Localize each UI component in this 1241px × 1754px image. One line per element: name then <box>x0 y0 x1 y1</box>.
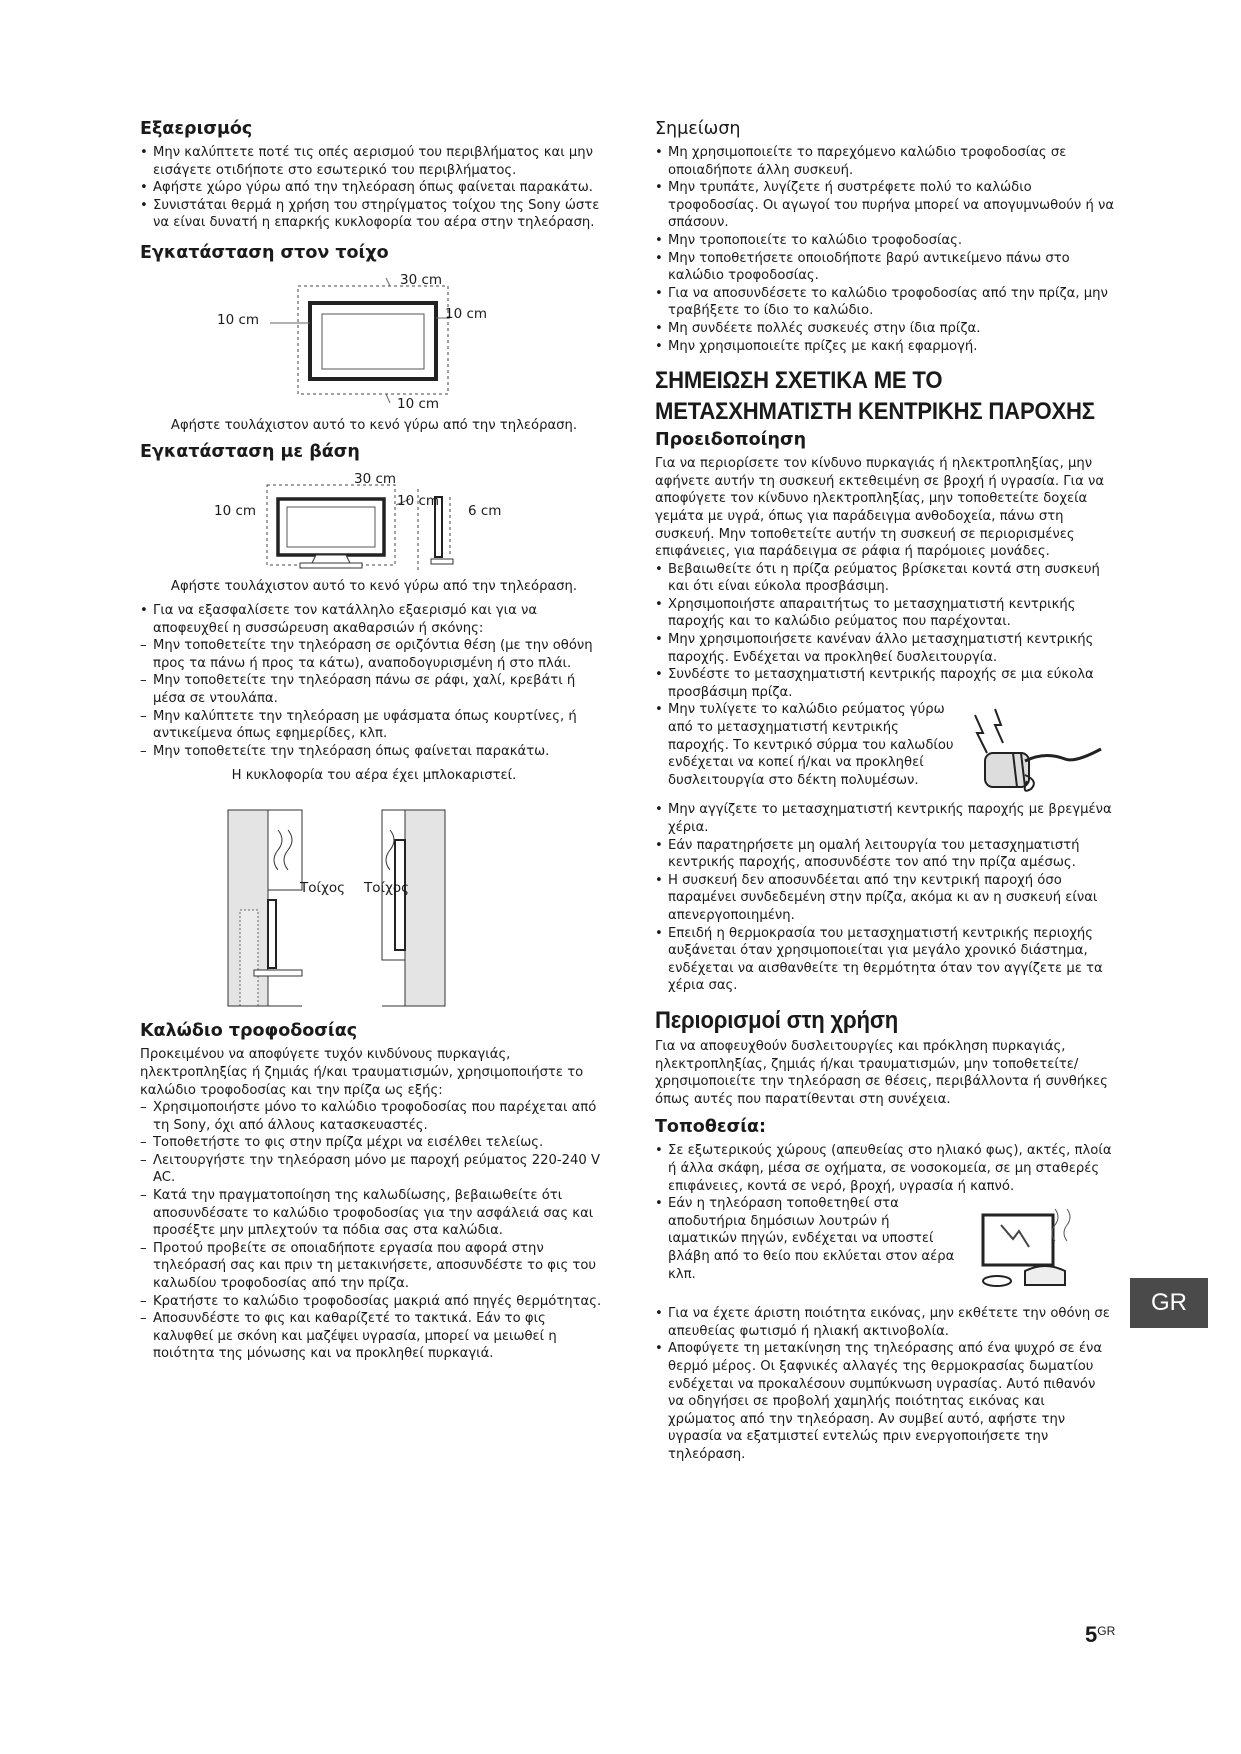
wrap-cord-row <box>655 701 1115 801</box>
list-item: – Μην τοποθετείτε την τηλεόραση σε οριζόντια θέση (με την οθόνη προς τα πάνω ή προς τα κάτω), αναποδογυρισμένη ή στο πλάι. <box>140 637 608 672</box>
power-cord-section <box>140 1020 608 1363</box>
list-item: • Η συσκευή δεν αποσυνδέεται από την κεντρική παροχή όσο παραμένει συνδεδεμένη στην πρίζα, ακόμα κι αν η συσκευή είναι απενεργοποιημένη. <box>655 872 1115 925</box>
list-item: • Μην καλύπτετε ποτέ τις οπές αερισμού του περιβλήματος και μην εισάγετε οτιδήποτε στο εσωτερικό του περιβλήματος. <box>140 144 608 179</box>
list-item: • Μη συνδέετε πολλές συσκευές στην ίδια πρίζα. <box>655 320 1115 338</box>
stand-clearance-diagram <box>140 467 608 577</box>
restrictions-title: Περιορισμοί στη χρήση <box>655 1006 899 1034</box>
list-item: • Επειδή η θερμοκρασία του μετασχηματιστή κεντρικής περιοχής αυξάνεται όταν χρησιμοποιείται για μεγάλο χρονικό διάστημα, ενδέχεται να αισθανθείτε τη θερμότητα όταν τον αγγίζετε με τα χέρια σας. <box>655 925 1115 995</box>
wrapped-adapter-icon <box>955 701 1105 801</box>
list-item: • Μην τρυπάτε, λυγίζετε ή συστρέφετε πολύ το καλώδιο τροφοδοσίας. Οι αγωγοί του πυρήνα μπορεί να απογυμνωθούν ή να σπάσουν. <box>655 179 1115 232</box>
list-item: • Μην χρησιμοποιείτε πρίζες με κακή εφαρμογή. <box>655 338 1115 356</box>
list-item: • Μη χρησιμοποιείτε το παρεχόμενο καλώδιο τροφοδοσίας σε οποιαδήποτε άλλη συσκευή. <box>655 144 1115 179</box>
power-cord-intro: Προκειμένου να αποφύγετε τυχόν κινδύνους πυρκαγιάς, ηλεκτροπληξίας ή ζημιάς ή/και τραυματισμών, χρησιμοποιήστε το καλώδιο τροφοδοσίας και την πρίζα ως εξής: <box>140 1047 584 1098</box>
list-item: – Μην τοποθετείτε την τηλεόραση όπως φαίνεται παρακάτω. <box>140 743 608 761</box>
list-item: • Αφήστε χώρο γύρω από την τηλεόραση όπως φαίνεται παρακάτω. <box>140 179 608 197</box>
list-item: • Μην τοποθετήσετε οποιοδήποτε βαρύ αντικείμενο πάνω στο καλώδιο τροφοδοσίας. <box>655 250 1115 285</box>
list-item: • Μην τροποποιείτε το καλώδιο τροφοδοσίας. <box>655 232 1115 250</box>
list-item: – Μην καλύπτετε την τηλεόραση με υφάσματα όπως κουρτίνες, ή αντικείμενα όπως εφημερίδες, κλπ. <box>140 708 608 743</box>
stand-install-title: Εγκατάσταση με βάση <box>140 441 360 462</box>
warning-title: Προειδοποίηση <box>655 430 807 451</box>
stand-right-label: 10 cm <box>397 492 440 509</box>
list-item: – Τοποθετήστε το φις στην πρίζα μέχρι να εισέλθει τελείως. <box>140 1134 608 1152</box>
wall-bottom-label: 10 cm <box>397 395 440 412</box>
right-column <box>655 118 1115 1473</box>
list-item: – Αποσυνδέστε το φις και καθαρίζετέ το τακτικά. Εάν το φις καλυφθεί με σκόνη και μαζέψει υγρασία, μπορεί να μειωθεί η ποιότητα της μόνωσης και να προκληθεί πυρκαγιά. <box>140 1310 608 1363</box>
list-item: • Χρησιμοποιήστε απαραιτήτως το μετασχηματιστή κεντρικής παροχής και το καλώδιο ρεύματος που παρέχονται. <box>655 596 1115 631</box>
ventilation-title: Εξαερισμός <box>140 119 253 139</box>
bath-row <box>655 1195 1115 1295</box>
tv-bath-icon <box>955 1195 1105 1295</box>
wall-label-1: Τοίχος <box>300 880 346 897</box>
wall-install-title: Εγκατάσταση στον τοίχο <box>140 242 389 263</box>
page-number <box>1085 1622 1115 1648</box>
airflow-caption: Η κυκλοφορία του αέρα έχει μπλοκαριστεί. <box>231 768 517 784</box>
stand-top-label: 30 cm <box>354 470 397 487</box>
list-item: • Μην χρησιμοποιήσετε κανέναν άλλο μετασχηματιστή κεντρικής παροχής. Ενδέχεται να προκληθεί δυσλειτουργία. <box>655 631 1115 666</box>
list-item: • Για να αποσυνδέσετε το καλώδιο τροφοδοσίας από την πρίζα, μην τραβήξετε το ίδιο το καλώδιο. <box>655 285 1115 320</box>
vent-instructions <box>140 602 608 760</box>
wall-clearance-illustration <box>140 268 608 416</box>
list-item: • Συνιστάται θερμά η χρήση του στηρίγματος τοίχου της Sony ώστε να είναι δυνατή η επαρκής κυκλοφορία του αέρα στην τηλεόραση. <box>140 197 608 232</box>
list-item: – Προτού προβείτε σε οποιαδήποτε εργασία που αφορά στην τηλεόρασή σας και πριν τη μετακινήσετε, αποσυνδέστε το φις του καλωδίου τροφοδοσίας από την πρίζα. <box>140 1240 608 1293</box>
list-item: • Βεβαιωθείτε ότι η πρίζα ρεύματος βρίσκεται κοντά στη συσκευή και ότι είναι εύκολα προσβάσιμη. <box>655 561 1115 596</box>
stand-install-section <box>140 441 608 594</box>
list-item: • Για να εξασφαλίσετε τον κατάλληλο εξαερισμό και για να αποφευχθεί η συσσώρευση ακαθαρσιών ή σκόνης: <box>140 602 608 637</box>
ventilation-section <box>140 118 608 232</box>
list-item: • Μην αγγίζετε το μετασχηματιστή κεντρικής παροχής με βρεγμένα χέρια. <box>655 801 1115 836</box>
airflow-diagram <box>140 768 608 1016</box>
stand-caption: Αφήστε τουλάχιστον αυτό το κενό γύρω από την τηλεόραση. <box>170 578 578 594</box>
list-item: – Κατά την πραγματοποίηση της καλωδίωσης, βεβαιωθείτε ότι αποσυνδέσατε το καλώδιο τροφοδοσίας για την ασφάλειά σας και προσέξτε μην μπλεχτούν τα πόδια σας στα καλώδια. <box>140 1187 608 1240</box>
list-item: – Λειτουργήστε την τηλεόραση μόνο με παροχή ρεύματος 220-240 V AC. <box>140 1152 608 1187</box>
adapter-section <box>655 365 1115 995</box>
stand-left-label: 10 cm <box>214 502 257 519</box>
warning-text: Για να περιορίσετε τον κίνδυνο πυρκαγιάς ή ηλεκτροπληξίας, μην αφήνετε αυτήν τη συσκευή εκτεθειμένη σε βροχή ή υγρασία. Για να αποφύγετε τον κίνδυνο ηλεκτροπληξίας, μην τοποθετείτε δοχεία γεμάτα με υγρά, όπως για παράδειγμα ανθοδοχεία, πάνω στη συσκευή. Μην τοποθετείτε αυτήν τη συσκευή σε περιορισμένες επιφάνειες, για παράδειγμα σε ράφια ή παρόμοιες μονάδες. <box>655 456 1105 560</box>
page-number-value: 5 <box>1085 1622 1098 1647</box>
list-item: – Χρησιμοποιήστε μόνο το καλώδιο τροφοδοσίας που παρέχεται από τη Sony, όχι από άλλους κατασκευαστές. <box>140 1099 608 1134</box>
restrictions-intro: Για να αποφευχθούν δυσλειτουργίες και πρόκληση πυρκαγιάς, ηλεκτροπληξίας, ζημιάς ή/και τραυματισμών, μην τοποθετείτε/χρησιμοποιείτε την τηλεόραση σε θέσεις, περιβάλλοντα ή συνθήκες όπως αυτές που παρατίθενται στη συνέχεια. <box>655 1038 1108 1107</box>
airflow-illustration <box>140 800 608 1014</box>
stand-side-label: 6 cm <box>468 502 502 519</box>
wall-label-2: Τοίχος <box>364 880 410 897</box>
wall-right-label: 10 cm <box>445 305 488 322</box>
page-number-suffix: GR <box>1097 1624 1116 1638</box>
list-item: • Αποφύγετε τη μετακίνηση της τηλεόρασης από ένα ψυχρό σε ένα θερμό μέρος. Οι ξαφνικές αλλαγές της θερμοκρασίας δωματίου ενδέχεται να προκαλέσουν συμπύκνωση υγρασίας. Αυτό πιθανόν να οδηγήσει σε προβολή χαμηλής ποιότητας εικόνας και χρώματος από την τηλεόραση. Αν συμβεί αυτό, αφήστε την υγρασία να εξατμιστεί εντελώς πριν ενεργοποιήσετε την τηλεόραση. <box>655 1340 1115 1463</box>
list-item: • Για να έχετε άριστη ποιότητα εικόνας, μην εκθέτετε την οθόνη σε απευθείας φωτισμό ή ηλιακή ακτινοβολία. <box>655 1305 1115 1340</box>
language-tab: GR <box>1130 1278 1208 1328</box>
wall-top-label: 30 cm <box>400 271 443 288</box>
wall-install-section <box>140 242 608 433</box>
note-section <box>655 118 1115 355</box>
adapter-title: ΣΗΜΕΙΩΣΗ ΣΧΕΤΙΚΑ ΜΕ ΤΟ ΜΕΤΑΣΧΗΜΑΤΙΣΤΗ ΚΕΝΤΡΙΚΗΣ ΠΑΡΟΧΗΣ <box>655 367 1095 426</box>
list-item: • Εάν παρατηρήσετε μη ομαλή λειτουργία του μετασχηματιστή κεντρικής παροχής, αποσυνδέστε τον από την πρίζα αμέσως. <box>655 837 1115 872</box>
note-title: Σημείωση <box>655 119 741 139</box>
location-title: Τοποθεσία: <box>655 1117 767 1138</box>
left-column <box>140 118 608 1373</box>
list-item: – Μην τοποθετείτε την τηλεόραση πάνω σε ράφι, χαλί, κρεβάτι ή μέσα σε ντουλάπα. <box>140 672 608 707</box>
power-cord-title: Καλώδιο τροφοδοσίας <box>140 1021 358 1042</box>
restrictions-section <box>655 1005 1115 1464</box>
wall-clearance-diagram <box>140 268 608 416</box>
list-item: – Κρατήστε το καλώδιο τροφοδοσίας μακριά από πηγές θερμότητας. <box>140 1293 608 1311</box>
list-item: • Συνδέστε το μετασχηματιστή κεντρικής παροχής σε μια εύκολα προσβάσιμη πρίζα. <box>655 666 1115 701</box>
wall-caption: Αφήστε τουλάχιστον αυτό το κενό γύρω από την τηλεόραση. <box>170 417 578 433</box>
wall-left-label: 10 cm <box>217 311 260 328</box>
list-item: • Σε εξωτερικούς χώρους (απευθείας στο ηλιακό φως), ακτές, πλοία ή άλλα σκάφη, μέσα σε οχήματα, σε νοσοκομεία, σε μη σταθερές επιφάνειες, κοντά σε νερό, βροχή, υγρασία ή καπνό. <box>655 1142 1115 1195</box>
list-item: • Εάν η τηλεόραση τοποθετηθεί στα αποδυτήρια δημόσιων λουτρών ή ιαματικών πηγών, ενδέχεται να υποστεί βλάβη από το θείο που εκλύεται στον αέρα κλπ. <box>655 1195 955 1283</box>
list-item: • Μην τυλίγετε το καλώδιο ρεύματος γύρω από το μετασχηματιστή κεντρικής παροχής. Το κεντρικό σύρμα του καλωδίου ενδέχεται να κοπεί ή/και να προκληθεί δυσλειτουργία στο δέκτη πολυμέσων. <box>655 701 955 789</box>
